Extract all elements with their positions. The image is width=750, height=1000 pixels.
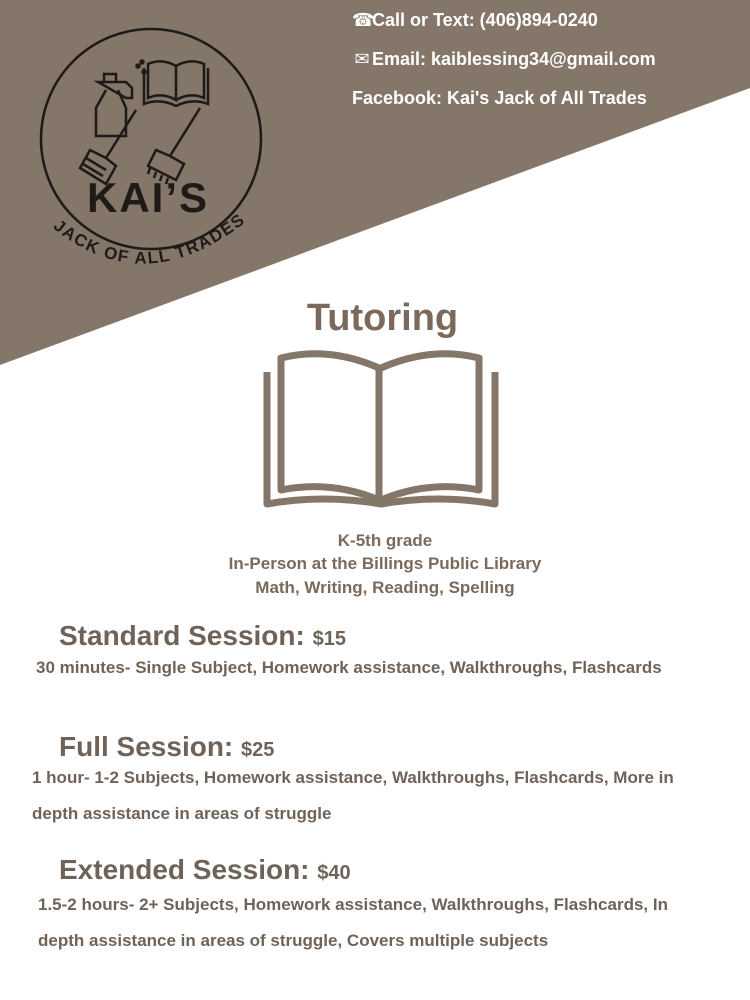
phone-icon: ☎ — [352, 10, 375, 30]
subjects: Math, Writing, Reading, Spelling — [255, 578, 515, 597]
full-session-title — [59, 731, 274, 763]
logo-tagline: JACK OF ALL TRADES — [50, 209, 249, 268]
extended-session-title — [59, 854, 351, 886]
page-title: Tutoring — [306, 297, 459, 339]
contact-facebook[interactable] — [352, 88, 647, 109]
contact-phone[interactable] — [352, 10, 598, 31]
full-session-price: $25 — [241, 739, 275, 761]
envelope-icon: ✉ — [354, 49, 370, 69]
standard-session-title — [59, 620, 346, 652]
standard-session-price: $15 — [312, 628, 346, 650]
extended-session-price: $40 — [317, 862, 351, 884]
logo-name: KAI’S — [86, 174, 210, 221]
extended-session-desc-line2: depth assistance in areas of struggle, Covers multiple subjects — [38, 931, 549, 950]
standard-session-label: Standard Session: — [59, 620, 305, 651]
extended-session-desc-line1: 1.5-2 hours- 2+ Subjects, Homework assistance, Walkthroughs, Flashcards, In — [38, 895, 668, 914]
grade-level: K-5th grade — [337, 531, 433, 550]
full-session-desc-line1: 1 hour- 1-2 Subjects, Homework assistance, Walkthroughs, Flashcards, More in — [32, 768, 674, 787]
location: In-Person at the Billings Public Library — [228, 554, 542, 573]
contact-phone-text: Call or Text: (406)894-0240 — [372, 10, 598, 30]
contact-email-text: Email: kaiblessing34@gmail.com — [372, 49, 656, 69]
standard-session-desc: 30 minutes- Single Subject, Homework assistance, Walkthroughs, Flashcards — [36, 658, 662, 677]
extended-session-label: Extended Session: — [59, 854, 310, 885]
contact-email[interactable] — [352, 49, 656, 70]
full-session-desc-line2: depth assistance in areas of struggle — [32, 804, 332, 823]
contact-facebook-text: Facebook: Kai's Jack of All Trades — [352, 88, 647, 108]
open-book-icon — [263, 348, 499, 510]
full-session-label: Full Session: — [59, 731, 234, 762]
kais-logo — [38, 26, 264, 280]
